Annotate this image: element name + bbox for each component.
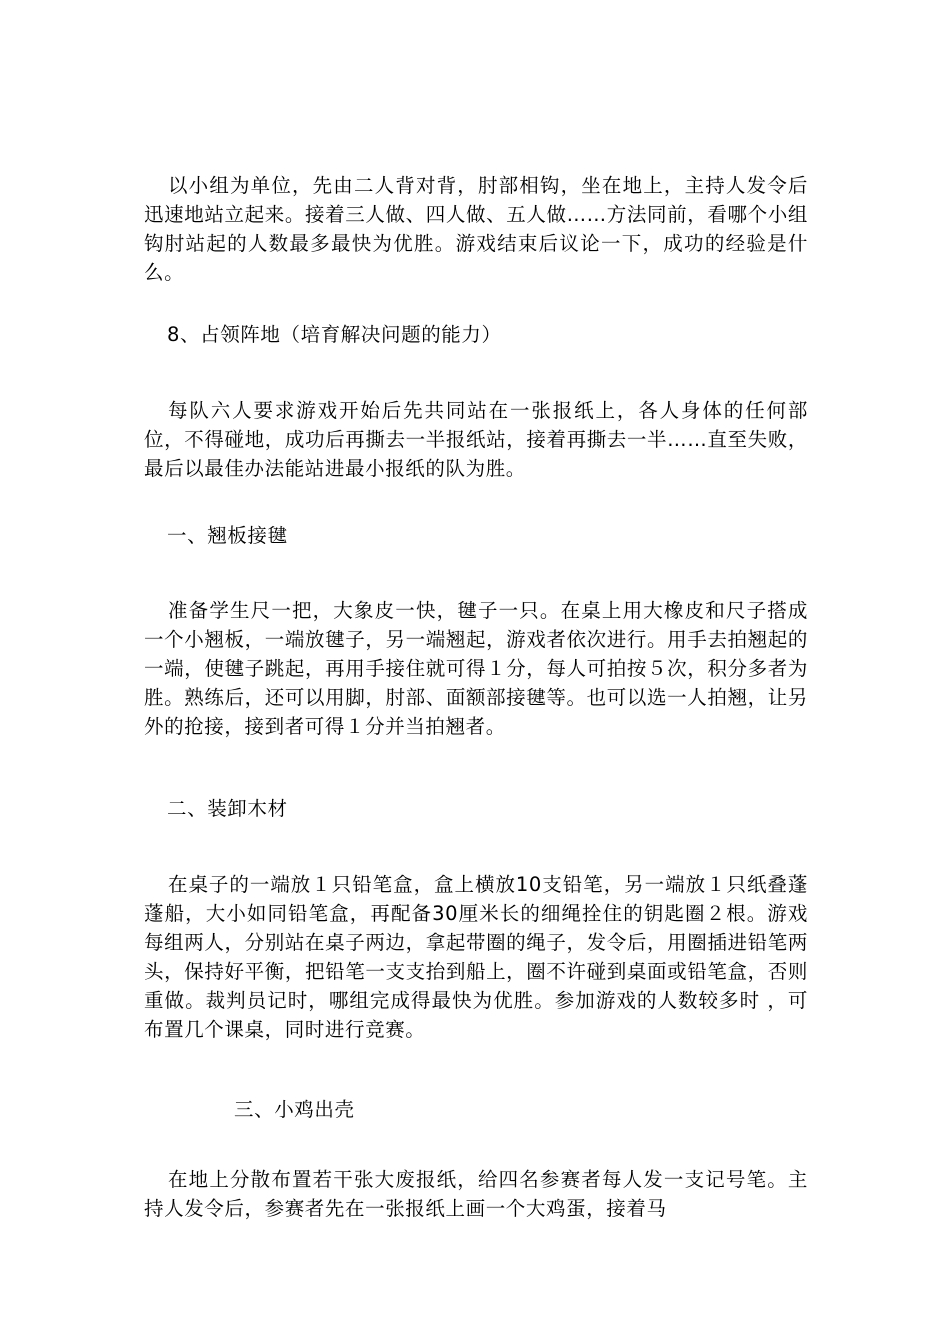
heading-chick-hatching: 三、小鸡出壳 [234, 1098, 355, 1121]
paragraph-group-game: 以小组为单位，先由二人背对背，肘部相钩，坐在地上，主持人发令后迅速地站立起来。接着三人做、四人做、五人做……方法同前，看哪个小组钩肘站起的人数最多最快为优胜。游戏结束后议论一下，成功的经验是什么。 [144, 174, 808, 284]
paragraph-occupy-territory: 每队六人要求游戏开始后先共同站在一张报纸上，各人身体的任何部位，不得碰地，成功后再撕去一半报纸站，接着再撕去一半……直至失败，最后以最佳办法能站进最小报纸的队为胜。 [144, 399, 808, 480]
paragraph-seesaw-shuttlecock: 准备学生尺一把，大象皮一快，毽子一只。在桌上用大橡皮和尺子搭成一个小翘板，一端放毽子，另一端翘起，游戏者依次进行。用手去拍翘起的一端，使毽子跳起，再用手接住就可得１分，每人可拍按５次，积分多者为胜。熟练后，还可以用脚，肘部、面额部接毽等。也可以选一人拍翘，让另外的抢接，接到者可得１分并当拍翘者。 [144, 599, 808, 738]
heading-seesaw-shuttlecock: 一、翘板接毽 [167, 524, 288, 547]
paragraph-chick-hatching: 在地上分散布置若干张大废报纸，给四名参赛者每人发一支记号笔。主持人发令后，参赛者先在一张报纸上画一个大鸡蛋，接着马 [144, 1168, 808, 1220]
paragraph-load-timber: 在桌子的一端放１只铅笔盒，盒上横放10支铅笔，另一端放１只纸叠蓬蓬船，大小如同铅笔盒，再配备30厘米长的细绳拴住的钥匙圈２根。游戏每组两人，分别站在桌子两边，拿起带圈的绳子，发令后，用圈插进铅笔两头，保持好平衡，把铅笔一支支抬到船上，圈不许碰到桌面或铅笔盒，否则重做。裁判员记时，哪组完成得最快为优胜。参加游戏的人数较多时 ，可布置几个课桌，同时进行竞赛。 [144, 873, 808, 1041]
heading-load-timber: 二、装卸木材 [167, 797, 288, 820]
heading-occupy-territory: 8、占领阵地（培育解决问题的能力） [167, 323, 502, 346]
